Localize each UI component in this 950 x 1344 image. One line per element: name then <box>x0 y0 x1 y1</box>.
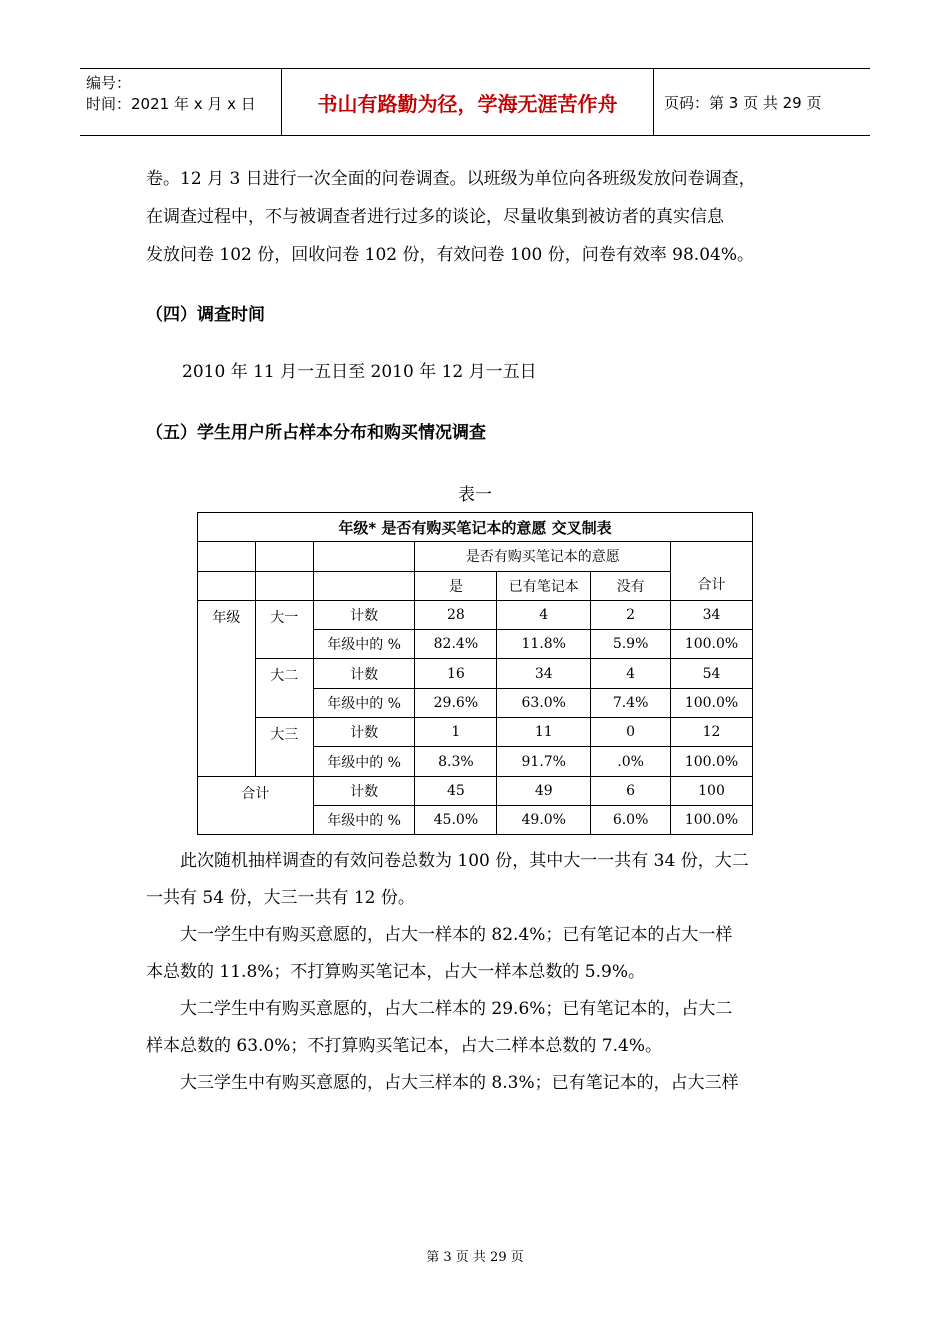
analysis-line: 大二学生中有购买意愿的，占大二样本的 29.6%；已有笔记本的，占大二 <box>146 999 733 1019</box>
table-cell: 11 <box>497 718 591 747</box>
grade-label: 大三 <box>255 718 313 777</box>
pct-label: 年级中的 % <box>313 688 415 717</box>
table-cell: 34 <box>671 600 753 629</box>
pct-label: 年级中的 % <box>313 630 415 659</box>
count-label: 计数 <box>313 776 415 805</box>
intro-line: 卷。12 月 3 日进行一次全面的问卷调查。以班级为单位向各班级发放问卷调查， <box>146 169 756 189</box>
table-cell: 8.3% <box>415 747 497 776</box>
table-cell: 100 <box>671 776 753 805</box>
table-cell: 49.0% <box>497 805 591 834</box>
table-cell: 34 <box>497 659 591 688</box>
table-caption: 表一 <box>458 485 492 505</box>
table-cell: 49 <box>497 776 591 805</box>
table-cell: 2 <box>591 600 671 629</box>
analysis-paragraphs <box>146 843 826 1102</box>
table-cell: 6.0% <box>591 805 671 834</box>
section5-heading: （五）学生用户所占样本分布和购买情况调查 <box>146 423 486 443</box>
table-cell: 4 <box>591 659 671 688</box>
table-cell: 100.0% <box>671 747 753 776</box>
table-cell: .0% <box>591 747 671 776</box>
total-row-label: 合计 <box>198 776 314 835</box>
column-header: 没有 <box>591 571 671 600</box>
table-cell: 7.4% <box>591 688 671 717</box>
table-cell: 29.6% <box>415 688 497 717</box>
analysis-line: 一共有 54 份，大三一共有 12 份。 <box>146 888 415 908</box>
group-header: 是否有购买笔记本的意愿 <box>415 542 671 571</box>
crosstab-table <box>197 512 753 835</box>
table-title: 年级* 是否有购买笔记本的意愿 交叉制表 <box>198 513 753 542</box>
table-cell: 45 <box>415 776 497 805</box>
analysis-line: 大一学生中有购买意愿的，占大一样本的 82.4%；已有笔记本的占大一样 <box>146 925 733 945</box>
total-header: 合计 <box>671 542 753 601</box>
table-cell: 11.8% <box>497 630 591 659</box>
table-cell: 16 <box>415 659 497 688</box>
analysis-line: 大三学生中有购买意愿的，占大三样本的 8.3%；已有笔记本的，占大三样 <box>146 1073 739 1093</box>
grade-label: 大二 <box>255 659 313 718</box>
analysis-line: 样本总数的 63.0%；不打算购买笔记本，占大二样本总数的 7.4%。 <box>146 1036 663 1056</box>
table-cell: 91.7% <box>497 747 591 776</box>
grade-label: 大一 <box>255 600 313 659</box>
table-cell: 100.0% <box>671 630 753 659</box>
count-label: 计数 <box>313 600 415 629</box>
pct-label: 年级中的 % <box>313 747 415 776</box>
pct-label: 年级中的 % <box>313 805 415 834</box>
count-label: 计数 <box>313 659 415 688</box>
table-cell: 12 <box>671 718 753 747</box>
intro-line: 在调查过程中，不与被调查者进行过多的谈论，尽量收集到被访者的真实信息 <box>146 207 724 227</box>
header-motto: 书山有路勤为径，学海无涯苦作舟 <box>282 69 654 135</box>
page-footer: 第 3 页 共 29 页 <box>426 1250 524 1265</box>
table-cell: 0 <box>591 718 671 747</box>
table-cell: 100.0% <box>671 688 753 717</box>
number-label: 编号： <box>86 74 132 92</box>
page-header <box>80 68 870 136</box>
count-label: 计数 <box>313 718 415 747</box>
section4-text: 2010 年 11 月一五日至 2010 年 12 月一五日 <box>182 362 537 382</box>
table-cell: 82.4% <box>415 630 497 659</box>
table-cell: 6 <box>591 776 671 805</box>
header-page-info: 页码：第 3 页 共 29 页 <box>664 93 822 112</box>
table-cell: 54 <box>671 659 753 688</box>
column-header: 是 <box>415 571 497 600</box>
table-cell: 28 <box>415 600 497 629</box>
analysis-line: 本总数的 11.8%；不打算购买笔记本，占大一样本总数的 5.9%。 <box>146 962 646 982</box>
table-cell: 100.0% <box>671 805 753 834</box>
row-group-label: 年级 <box>198 600 256 776</box>
analysis-line: 此次随机抽样调查的有效问卷总数为 100 份，其中大一一共有 34 份，大二 <box>146 851 749 871</box>
table-cell: 4 <box>497 600 591 629</box>
time-label: 时间：2021 年 x 月 x 日 <box>86 95 256 113</box>
table-cell: 45.0% <box>415 805 497 834</box>
table-cell: 1 <box>415 718 497 747</box>
section4-heading: （四）调查时间 <box>146 305 265 325</box>
intro-line: 发放问卷 102 份，回收问卷 102 份，有效问卷 100 份，问卷有效率 98.04%。 <box>146 245 754 265</box>
header-meta <box>80 69 282 135</box>
table-cell: 63.0% <box>497 688 591 717</box>
table-cell: 5.9% <box>591 630 671 659</box>
column-header: 已有笔记本 <box>497 571 591 600</box>
